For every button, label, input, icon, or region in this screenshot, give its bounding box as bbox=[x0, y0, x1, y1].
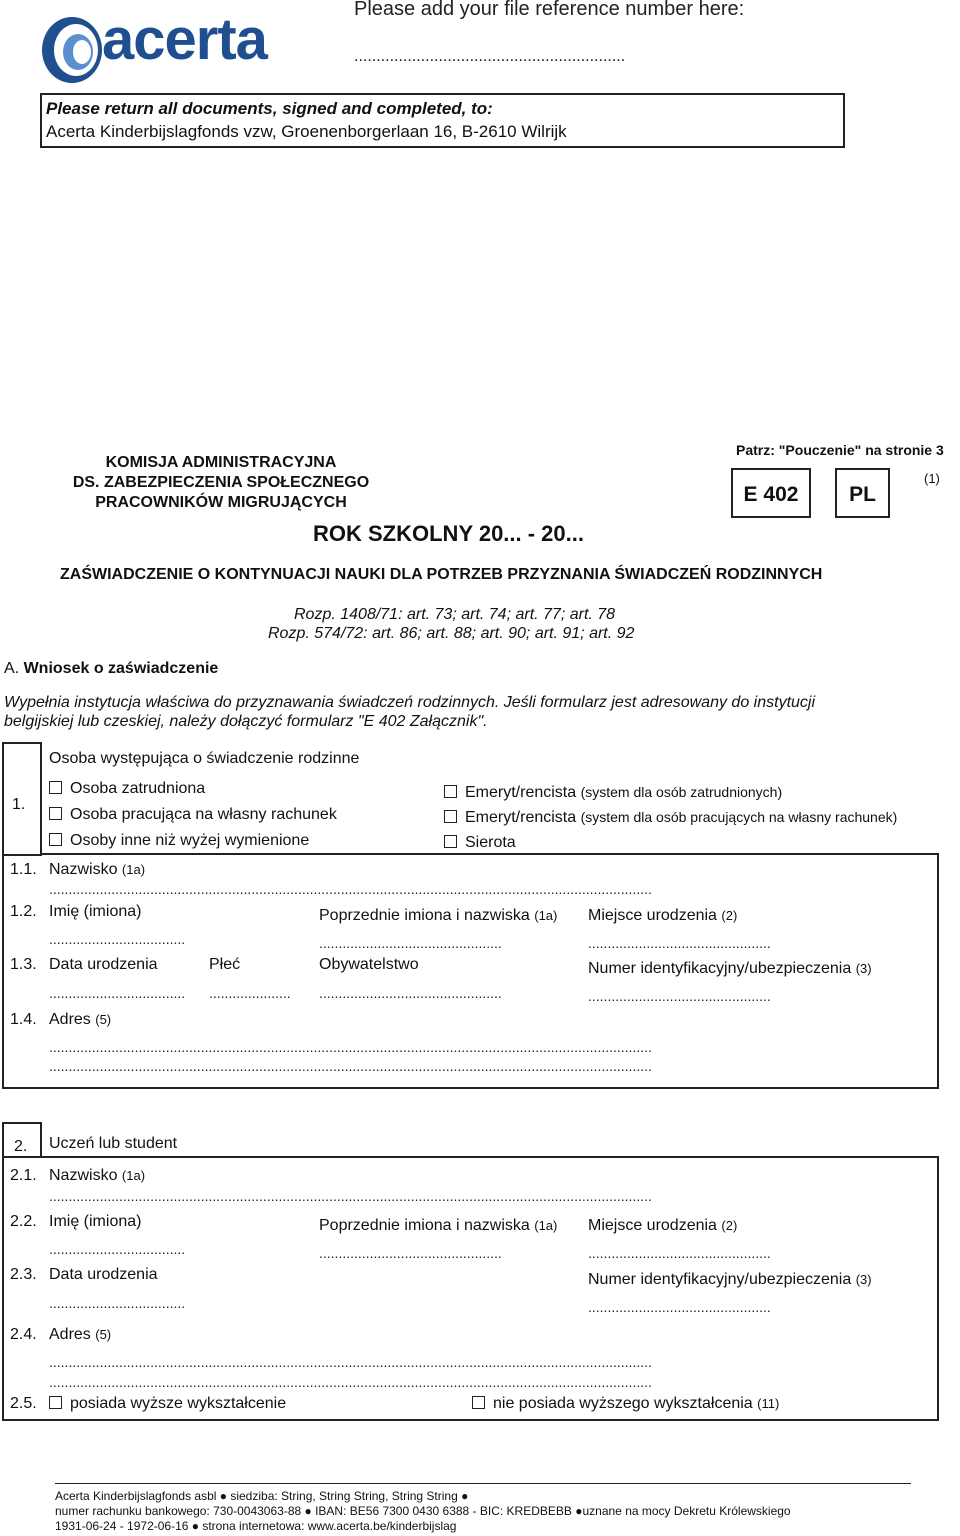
field-label: Nazwisko bbox=[49, 861, 118, 878]
id-number-2 bbox=[588, 1271, 872, 1289]
footer-divider bbox=[55, 1483, 911, 1484]
field-label: Poprzednie imiona i nazwiska bbox=[319, 1217, 530, 1234]
option-label: Sierota bbox=[465, 834, 516, 851]
option-employed-label: Osoba zatrudniona bbox=[70, 780, 206, 797]
sex-label: Płeć bbox=[209, 956, 241, 973]
field-number: 1.2. bbox=[10, 903, 37, 920]
section1-number-cell bbox=[2, 742, 42, 856]
prev-names-2-input[interactable]: ............................................... bbox=[319, 1245, 502, 1261]
section-a-heading bbox=[4, 660, 218, 678]
commission-line3: PRACOWNIKÓW MIGRUJĄCYCH bbox=[95, 494, 347, 511]
field-2-1-input[interactable]: ........................................................................................................................................................... bbox=[49, 1188, 652, 1204]
field-ref: (1a) bbox=[534, 908, 558, 923]
citizenship-input[interactable]: ............................................... bbox=[319, 985, 502, 1001]
option-label: nie posiada wyższego wykształcenia bbox=[493, 1395, 753, 1412]
field-2-3 bbox=[10, 1266, 158, 1284]
birthplace-2-input[interactable]: ............................................... bbox=[588, 1245, 771, 1261]
divider bbox=[40, 853, 939, 855]
return-address: Acerta Kinderbijslagfonds vzw, Groenenborgerlaan 16, B-2610 Wilrijk bbox=[46, 122, 567, 141]
field-ref: (1a) bbox=[534, 1218, 558, 1233]
field-label: Nazwisko bbox=[49, 1167, 118, 1184]
section1-options-right bbox=[444, 780, 897, 855]
option-employed[interactable] bbox=[49, 776, 337, 802]
acerta-logo bbox=[38, 7, 308, 88]
divider bbox=[937, 1010, 939, 1088]
field-1-3 bbox=[10, 956, 158, 974]
logo-swirl-icon bbox=[38, 10, 108, 88]
see-note: Patrz: "Pouczenie" na stronie 3 bbox=[736, 442, 944, 458]
field-number: 2.4. bbox=[10, 1326, 37, 1343]
field-number: 1.4. bbox=[10, 1011, 37, 1028]
commission-header bbox=[40, 453, 402, 513]
prev-names-1 bbox=[319, 907, 557, 925]
commission-line1: KOMISJA ADMINISTRACYJNA bbox=[105, 454, 337, 471]
commission-line2: DS. ZABEZPIECZENIA SPOŁECZNEGO bbox=[72, 474, 370, 491]
checkbox-icon[interactable] bbox=[49, 807, 62, 820]
option-note: (system dla osób pracujących na własny rachunek) bbox=[580, 809, 898, 825]
field-label: Adres bbox=[49, 1011, 91, 1028]
option-self-employed[interactable] bbox=[49, 802, 337, 828]
option-note: (system dla osób zatrudnionych) bbox=[580, 784, 783, 800]
school-year: ROK SZKOLNY 20... - 20... bbox=[313, 521, 584, 546]
return-address-box bbox=[40, 93, 845, 148]
field-1-1 bbox=[10, 861, 145, 879]
checkbox-icon[interactable] bbox=[444, 785, 457, 798]
field-2-4 bbox=[10, 1326, 111, 1344]
logo-wordmark: acerta bbox=[102, 7, 267, 72]
prev-names-2 bbox=[319, 1217, 557, 1235]
field-ref: (3) bbox=[855, 1272, 872, 1287]
instruction-line1: Wypełnia instytucja właściwa do przyznawania świadczeń rodzinnych. Jeśli formularz jest adresowany do instytucji bbox=[4, 694, 816, 711]
country-code-box bbox=[835, 468, 890, 518]
option-no-higher-education[interactable] bbox=[472, 1395, 779, 1413]
form-code: E 402 bbox=[743, 483, 799, 506]
field-number: 2.5. bbox=[10, 1395, 37, 1412]
field-ref: (11) bbox=[757, 1396, 780, 1411]
field-2-1 bbox=[10, 1167, 145, 1185]
field-number: 1.1. bbox=[10, 861, 37, 878]
field-1-2-input[interactable]: ................................... bbox=[49, 931, 186, 947]
checkbox-icon[interactable] bbox=[49, 1396, 62, 1409]
field-label: Data urodzenia bbox=[49, 956, 158, 973]
option-pensioner-employed[interactable] bbox=[444, 780, 897, 805]
field-1-4-input-line2[interactable]: ........................................................................................................................................................... bbox=[49, 1058, 652, 1074]
prev-names-1-input[interactable]: ............................................... bbox=[319, 935, 502, 951]
field-2-4-input-line2[interactable]: ........................................................................................................................................................... bbox=[49, 1374, 652, 1390]
checkbox-icon[interactable] bbox=[49, 781, 62, 794]
field-label: Numer identyfikacyjny/ubezpieczenia bbox=[588, 1271, 852, 1288]
option-other[interactable] bbox=[49, 828, 337, 854]
country-code: PL bbox=[849, 483, 876, 506]
footer bbox=[55, 1489, 791, 1534]
id-number-1 bbox=[588, 960, 872, 978]
field-2-4-input-line1[interactable]: ........................................................................................................................................................... bbox=[49, 1354, 652, 1370]
id-number-2-input[interactable]: ............................................... bbox=[588, 1299, 771, 1315]
return-instruction: Please return all documents, signed and completed, to: bbox=[46, 99, 493, 118]
birthplace-1-input[interactable]: ............................................... bbox=[588, 935, 771, 951]
regulation-1408: Rozp. 1408/71: art. 73; art. 74; art. 77; art. 78 bbox=[294, 606, 616, 623]
footer-line2: numer rachunku bankowego: 730-0043063-88 ● IBAN: BE56 7300 0430 6388 - BIC: KREDBEBB ●uznane na mocy Dekretu Królewskiego bbox=[55, 1504, 791, 1518]
instruction-line2: belgijskiej lub czeskiej, należy dołączyć formularz "E 402 Załącznik". bbox=[4, 713, 488, 730]
option-orphan[interactable] bbox=[444, 830, 897, 855]
field-ref: (1a) bbox=[121, 1168, 146, 1183]
field-label: Poprzednie imiona i nazwiska bbox=[319, 907, 530, 924]
field-1-1-input[interactable]: ........................................................................................................................................................... bbox=[49, 881, 652, 897]
section-a-prefix: A. bbox=[4, 660, 20, 677]
field-ref: (2) bbox=[721, 908, 738, 923]
option-label: Emeryt/rencista bbox=[465, 809, 577, 826]
file-reference-field[interactable]: ............................................................. bbox=[354, 48, 626, 65]
field-1-3-input[interactable]: ................................... bbox=[49, 985, 186, 1001]
option-other-label: Osoby inne niż wyżej wymienione bbox=[70, 832, 310, 849]
option-self-employed-label: Osoba pracująca na własny rachunek bbox=[70, 806, 337, 823]
id-number-1-input[interactable]: ............................................... bbox=[588, 988, 771, 1004]
section1-title: Osoba występująca o świadczenie rodzinne bbox=[49, 750, 360, 767]
checkbox-icon[interactable] bbox=[444, 810, 457, 823]
field-label: Adres bbox=[49, 1326, 91, 1343]
file-reference-label: Please add your file reference number here: bbox=[354, 0, 745, 20]
sex-input[interactable]: ..................... bbox=[209, 985, 291, 1001]
checkbox-icon[interactable] bbox=[444, 835, 457, 848]
field-label: Imię (imiona) bbox=[49, 1213, 142, 1230]
field-1-2 bbox=[10, 903, 141, 921]
option-higher-education[interactable] bbox=[49, 1395, 286, 1413]
field-number: 1.3. bbox=[10, 956, 37, 973]
field-label: Miejsce urodzenia bbox=[588, 907, 717, 924]
field-ref: (1a) bbox=[121, 862, 146, 877]
section2-number-cell bbox=[2, 1122, 42, 1158]
field-label: Data urodzenia bbox=[49, 1266, 158, 1283]
field-number: 2.3. bbox=[10, 1266, 37, 1283]
field-1-4 bbox=[10, 1011, 111, 1029]
regulations bbox=[268, 605, 634, 643]
footer-line1: Acerta Kinderbijslagfonds asbl ● siedziba: String, String String, String String ● bbox=[55, 1489, 469, 1503]
field-2-5 bbox=[10, 1395, 49, 1413]
field-ref: (2) bbox=[721, 1218, 738, 1233]
instruction-text bbox=[4, 693, 815, 731]
citizenship-label: Obywatelstwo bbox=[319, 956, 419, 973]
field-label: Numer identyfikacyjny/ubezpieczenia bbox=[588, 960, 852, 977]
document-title: ZAŚWIADCZENIE O KONTYNUACJI NAUKI DLA POTRZEB PRZYZNANIA ŚWIADCZEŃ RODZINNYCH bbox=[60, 566, 823, 583]
field-label: Imię (imiona) bbox=[49, 903, 142, 920]
section1-options-left bbox=[49, 776, 337, 854]
field-ref: (5) bbox=[95, 1327, 112, 1342]
field-ref: (3) bbox=[855, 961, 872, 976]
checkbox-icon[interactable] bbox=[472, 1396, 485, 1409]
field-ref: (5) bbox=[95, 1012, 112, 1027]
checkbox-icon[interactable] bbox=[49, 833, 62, 846]
field-number: 2.2. bbox=[10, 1213, 37, 1230]
section2-number: 2. bbox=[14, 1138, 28, 1155]
option-label: posiada wyższe wykształcenie bbox=[70, 1395, 287, 1412]
option-pensioner-self-employed[interactable] bbox=[444, 805, 897, 830]
birthplace-1 bbox=[588, 907, 737, 925]
section2-title: Uczeń lub student bbox=[49, 1135, 178, 1152]
section-a-title: Wniosek o zaświadczenie bbox=[23, 660, 219, 677]
section1-number: 1. bbox=[12, 796, 26, 813]
option-label: Emeryt/rencista bbox=[465, 784, 577, 801]
form-code-box bbox=[731, 468, 811, 518]
footnote-mark: (1) bbox=[924, 471, 940, 486]
field-2-2-input[interactable]: ................................... bbox=[49, 1241, 186, 1257]
field-2-2 bbox=[10, 1213, 141, 1231]
birthplace-2 bbox=[588, 1217, 737, 1235]
field-label: Miejsce urodzenia bbox=[588, 1217, 717, 1234]
footer-line3: 1931-06-24 - 1972-06-16 ● strona internetowa: www.acerta.be/kinderbijslag bbox=[55, 1519, 457, 1533]
regulation-574: Rozp. 574/72: art. 86; art. 88; art. 90; art. 91; art. 92 bbox=[268, 625, 635, 642]
field-1-4-input-line1[interactable]: ........................................................................................................................................................... bbox=[49, 1039, 652, 1055]
field-number: 2.1. bbox=[10, 1167, 37, 1184]
field-2-3-input[interactable]: ................................... bbox=[49, 1295, 186, 1311]
